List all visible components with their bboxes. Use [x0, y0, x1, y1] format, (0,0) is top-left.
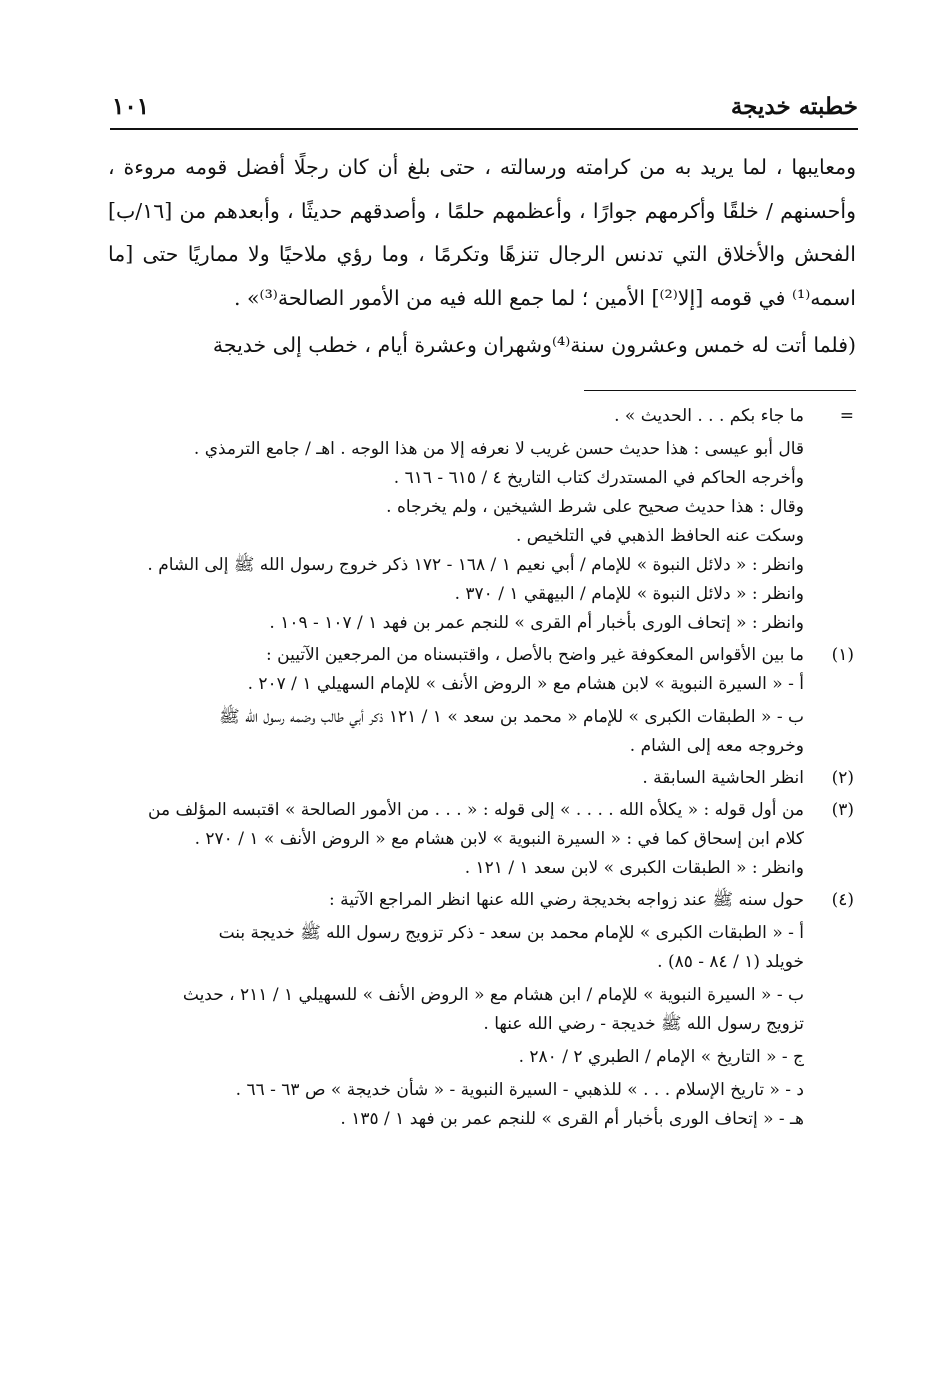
footnotes — [108, 402, 854, 1137]
body-paragraph — [108, 324, 856, 368]
footnote-line: ما جاء بكم . . . الحديث » . — [614, 406, 804, 426]
footnote-line: وانظر : « دلائل النبوة » للإمام / أبي نعيم ١ / ١٦٨ - ١٧٢ ذكر خروج رسول الله ﷺ إلى الشام . — [147, 555, 804, 575]
footnote-line: هـ - « إتحاف الورى بأخبار أم القرى » للنجم عمر بن فهد ١ / ١٣٥ . — [340, 1109, 804, 1129]
footnote-line: وانظر : « الطبقات الكبرى » لابن سعد ١ / ١٢١ . — [464, 858, 804, 878]
footnote-line: أ - « السيرة النبوية » لابن هشام مع « الروض الأنف » للإمام السهيلي ١ / ٢٠٧ . — [247, 674, 804, 694]
footnote-line: ما بين الأقواس المعكوفة غير واضح بالأصل ، واقتبسناه من المرجعين الآتيين : — [266, 645, 804, 665]
footnote-number: (١) — [831, 645, 854, 665]
body-line: (فلما أتت له خمس وعشرون سنة⁽⁴⁾وشهران وعشرة أيام ، خطب إلى خديجة — [212, 333, 856, 357]
footnote-line: وأخرجه الحاكم في المستدرك كتاب التاريخ ٤ / ٦١٥ - ٦١٦ . — [393, 468, 804, 488]
footnote-number: (٢) — [831, 768, 854, 788]
footnote-line: قال أبو عيسى : هذا حديث حسن غريب لا نعرفه إلا من هذا الوجه . اهـ / جامع الترمذي . — [193, 439, 804, 459]
running-title: خطبته خديجة — [730, 92, 858, 120]
footnote-number: (٤) — [831, 890, 854, 910]
footnote-4 — [108, 886, 854, 1134]
body-line: وأحسنهم / خلقًا وأكرمهم جوارًا ، وأعظمهم حلمًا ، وأصدقهم حديثًا ، وأبعدهم من — [179, 198, 856, 223]
footnote-line: من أول قوله : « يكلأه الله . . . . » إلى قوله : « . . . من الأمور الصالحة » اقتبسه المؤلف من — [148, 800, 804, 820]
body-line: اسمه⁽¹⁾ في قومه [إلا⁽²⁾] الأمين ؛ لما جمع الله فيه من الأمور الصالحة⁽³⁾» . — [233, 285, 856, 310]
body-paragraph — [108, 146, 856, 320]
footnote-2 — [108, 764, 854, 793]
footnote-3 — [108, 796, 854, 883]
margin-folio-ref: [١٦/ب] — [108, 198, 173, 223]
page-number: ١٠١ — [112, 92, 150, 120]
footnote-line: وسكت عنه الحافظ الذهبي في التلخيص . — [515, 526, 804, 546]
footnote-line: حول سنه ﷺ عند زواجه بخديجة رضي الله عنها انظر المراجع الآتية : — [329, 890, 804, 910]
continuation-marker: = — [839, 406, 854, 426]
footnote-line: تزويج رسول الله ﷺ خديجة - رضي الله عنها . — [483, 1014, 804, 1034]
footnote-line: وقال : هذا حديث صحيح على شرط الشيخين ، ولم يخرجاه . — [386, 497, 804, 517]
footnote-line: ج - « التاريخ » الإمام / الطبري ٢ / ٢٨٠ . — [518, 1047, 804, 1067]
footnote-separator — [584, 390, 856, 391]
body-line: ومعايبها ، لما يريد به من كرامته ورسالته ، حتى بلغ أن كان رجلًا أفضل قومه مروءة ، — [108, 155, 856, 179]
footnote-line: أ - « الطبقات الكبرى » للإمام محمد بن سعد - ذكر تزويج رسول الله ﷺ خديجة بنت — [218, 923, 804, 943]
body-line: الفحش والأخلاق التي تدنس الرجال تنزهًا وتكرمًا ، وما رؤي ملاحيًا ولا مماريًا حتى [ما — [108, 242, 856, 266]
footnote-line: انظر الحاشية السابقة . — [642, 768, 804, 788]
footnote-line: د - « تاريخ الإسلام . . . » للذهبي - السيرة النبوية - « شأن خديجة » ص ٦٣ - ٦٦ . — [235, 1080, 804, 1100]
footnote-line: وانظر : « دلائل النبوة » للإمام / البيهقي ١ / ٣٧٠ . — [454, 584, 804, 604]
footnote-line: خويلد (١ / ٨٤ - ٨٥) . — [657, 952, 804, 972]
footnote-line: وخروجه معه إلى الشام . — [629, 736, 804, 756]
footnote-line: وانظر : « إتحاف الورى بأخبار أم القرى » للنجم عمر بن فهد ١ / ١٠٧ - ١٠٩ . — [269, 613, 804, 633]
footnote-continued — [108, 402, 854, 638]
running-header — [112, 88, 858, 124]
footnote-number: (٣) — [831, 800, 854, 820]
footnote-line: كلام ابن إسحاق كما في : « السيرة النبوية » لابن هشام مع « الروض الأنف » ١ / ٢٧٠ . — [194, 829, 804, 849]
footnote-line: ب - « الطبقات الكبرى » للإمام « محمد بن سعد » ١ / ١٢١ ذكر أبي طالب وضمه رسول الله ﷺ — [219, 707, 804, 727]
header-rule — [110, 128, 858, 130]
main-text — [108, 146, 856, 368]
footnote-1 — [108, 641, 854, 761]
footnote-line: ب - « السيرة النبوية » للإمام / ابن هشام مع « الروض الأنف » للسهيلي ١ / ٢١١ ، حديث — [182, 985, 804, 1005]
